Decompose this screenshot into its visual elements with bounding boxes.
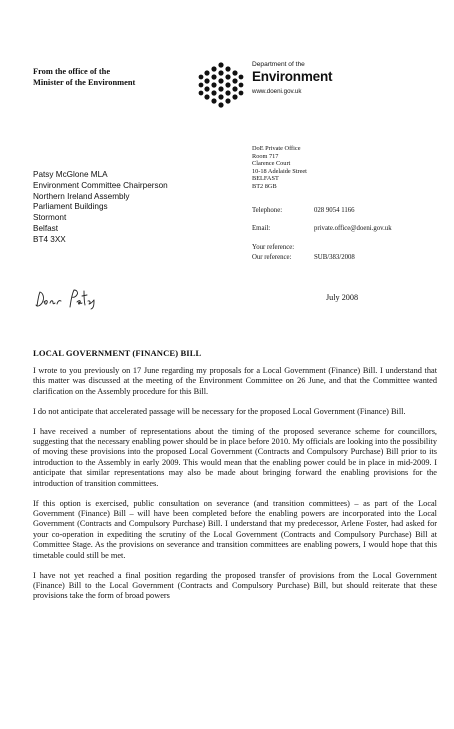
department-logo-icon [198,62,244,108]
office-address-line: BELFAST [252,175,279,183]
body-paragraph: I have received a number of representations about the timing of the proposed severance scheme for councillors, suggesting that the necessary enabling power should be in place before 2010. My officials are looking into the possibility of moving these provisions into the proposed Local Government (Contracts and Compulsory Purchase) Bill prior to its introduction to the Assembly in early 2009. This would mean that the enabling power could be in place in mid-2009. I anticipate that similar representations may also be made about bringing forward the enabling provisions for the introduction of transition committees. [33,426,437,488]
body-paragraph: I have not yet reached a final position regarding the proposed transfer of provisions from the Local Government (Finance) Bill to the Local Government (Contracts and Compulsory Purchase) Bill, but should reiterate that these provisions take the form of broad powers [33,570,437,601]
telephone-row [252,206,442,215]
letter-heading: LOCAL GOVERNMENT (FINANCE) BILL [33,348,202,358]
your-reference-label: Your reference: [252,244,295,251]
letter-body [33,366,437,611]
telephone-label: Telephone: [252,207,283,214]
our-reference-row [252,253,442,263]
our-reference-label: Our reference: [252,254,292,261]
office-address-line: Clarence Court [252,160,291,168]
your-reference-row [252,243,442,253]
recipient-line: BT4 3XX [33,234,66,244]
recipient-line: Belfast [33,223,59,233]
body-paragraph: I do not anticipate that accelerated passage will be necessary for the proposed Local Government (Finance) Bill. [33,406,406,416]
office-address [252,145,307,191]
recipient-line: Environment Committee Chairperson [33,180,168,190]
sender-block [33,66,183,88]
recipient-line: Patsy McGlone MLA [33,170,108,179]
body-paragraph: I wrote to you previously on 17 June regarding my proposals for a Local Government (Finance) Bill. I understand that this matter was discussed at the meeting of the Environment Committee on 26 June, and that the Committee wanted clarification on the Assembly procedure for this Bill. [33,366,437,396]
sender-line-2: Minister of the Environment [33,78,136,87]
email-value[interactable]: private.office@doeni.gov.uk [314,225,392,232]
telephone-value: 028 9054 1166 [314,207,355,214]
sender-line-1: From the office of the [33,67,111,76]
email-row [252,224,442,233]
email-label: Email: [252,225,271,232]
office-address-line: DoE Private Office [252,145,301,152]
department-prefix: Department of the [252,61,305,68]
handwritten-salutation [34,288,98,310]
office-address-line: 10-18 Adelaide Street [252,167,307,175]
department-block [252,60,332,96]
letter-date: July 2008 [326,293,359,302]
recipient-address [33,170,168,246]
office-address-line: Room 717 [252,152,279,160]
recipient-line: Stormont [33,213,67,223]
recipient-line: Parliament Buildings [33,202,108,212]
office-address-line: BT2 8GB [252,182,277,190]
body-paragraph: If this option is exercised, public consultation on severance (and transition committees) – as part of the Local Government (Finance) Bill – will have been completed before the enabling powers are incorporated into the Local Government (Contracts and Compulsory Purchase) Bill. I understand that my predecessor, Arlene Foster, had asked for your co-operation in expediting the scrutiny of the Local Government (Contracts and Compulsory Purchase) Bill at Committee Stage. As the provisions on severance and transition committees are enabling powers, I would hope that this timetable could still be met. [33,498,437,560]
department-website: www.doeni.gov.uk [252,88,302,95]
department-name: Environment [252,69,333,84]
our-reference-value: SUB/383/2008 [314,254,355,261]
reference-block [252,243,442,263]
recipient-line: Northern Ireland Assembly [33,191,130,201]
